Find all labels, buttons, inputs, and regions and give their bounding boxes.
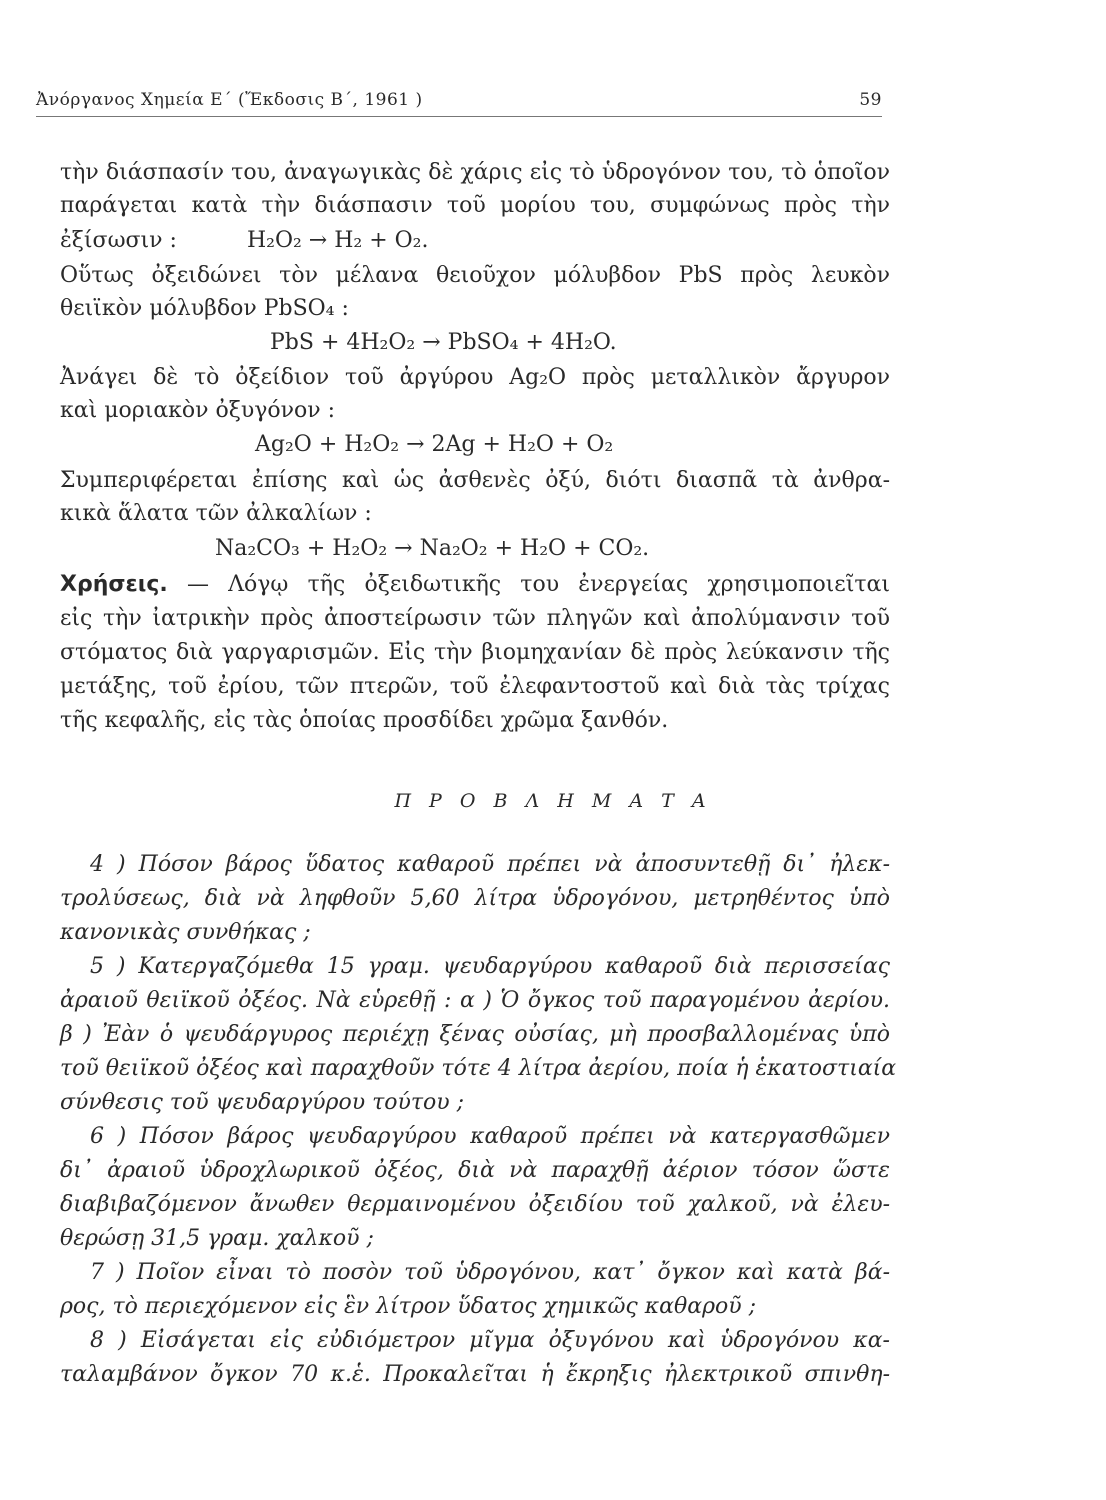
body-line-5: θειϊκὸν μόλυβδον PbSO₄ : xyxy=(60,296,349,321)
body-line-14: εἰς τὴν ἰατρικὴν πρὸς ἀποστείρωσιν τῶν πληγῶν καὶ ἀπολύμανσιν τοῦ xyxy=(60,606,890,631)
problem-4-line-1: 4 ) Πόσον βάρος ὕδατος καθαροῦ πρέπει νὰ ἀποσυντεθῇ δι᾿ ἠλεκ- xyxy=(90,852,890,877)
problem-5-line-3: β ) Ἐὰν ὁ ψευδάργυρος περιέχῃ ξένας οὐσίας, μὴ προσβαλλομένας ὑπὸ xyxy=(60,1022,890,1047)
problem-6-line-1: 6 ) Πόσον βάρος ψευδαργύρου καθαροῦ πρέπει νὰ κατεργασθῶμεν xyxy=(90,1124,890,1149)
body-line-7: Ἀνάγει δὲ τὸ ὀξείδιον τοῦ ἀργύρου Ag₂O πρὸς μεταλλικὸν ἄργυρον xyxy=(60,365,890,390)
equation-na2co3: Na₂CO₃ + H₂O₂ → Na₂O₂ + H₂O + CO₂. xyxy=(215,536,650,561)
problem-4-line-2: τρολύσεως, διὰ νὰ ληφθοῦν 5,60 λίτρα ὑδρογόνου, μετρηθέντος ὑπὸ xyxy=(60,886,890,911)
body-line-8: καὶ μοριακὸν ὀξυγόνον : xyxy=(60,398,336,423)
body-line-1: τὴν διάσπασίν του, ἀναγωγικὰς δὲ χάρις εἰς τὸ ὑδρογόνον του, τὸ ὁποῖον xyxy=(60,160,890,185)
equation-decomposition-line xyxy=(60,228,429,253)
uses-line xyxy=(60,572,890,597)
problem-7-line-2: ρος, τὸ περιεχόμενον εἰς ἓν λίτρον ὕδατος χημικῶς καθαροῦ ; xyxy=(60,1294,757,1319)
problem-5-line-2: ἀραιοῦ θειϊκοῦ ὀξέος. Νὰ εὑρεθῇ : α ) Ὁ ὄγκος τοῦ παραγομένου ἀερίου. xyxy=(60,988,890,1013)
equation-label: ἐξίσωσιν : xyxy=(60,228,177,253)
equation-ag2o: Ag₂O + H₂O₂ → 2Ag + H₂O + O₂ xyxy=(255,432,614,457)
equation-pbs: PbS + 4H₂O₂ → PbSO₄ + 4H₂O. xyxy=(270,330,617,355)
problems-heading: Π Ρ Ο Β Λ Η Μ Α Τ Α xyxy=(394,790,712,812)
body-line-11: κικὰ ἅλατα τῶν ἀλκαλίων : xyxy=(60,501,372,526)
uses-text: — Λόγῳ τῆς ὀξειδωτικῆς του ἐνεργείας χρησιμοποιεῖται xyxy=(167,572,890,597)
body-line-17: τῆς κεφαλῆς, εἰς τὰς ὁποίας προσδίδει χρῶμα ξανθόν. xyxy=(60,708,669,733)
problem-6-line-3: διαβιβαζόμενον ἄνωθεν θερμαινομένου ὀξειδίου τοῦ χαλκοῦ, νὰ ἐλευ- xyxy=(60,1192,890,1217)
uses-label: Χρήσεις. xyxy=(60,572,168,597)
page-number: 59 xyxy=(859,90,882,110)
body-line-15: στόματος διὰ γαργαρισμῶν. Εἰς τὴν βιομηχανίαν δὲ πρὸς λεύκανσιν τῆς xyxy=(60,640,890,665)
problem-5-line-1: 5 ) Κατεργαζόμεθα 15 γραμ. ψευδαργύρου καθαροῦ διὰ περισσείας xyxy=(90,954,890,979)
problem-7-line-1: 7 ) Ποῖον εἶναι τὸ ποσὸν τοῦ ὑδρογόνου, κατ᾿ ὄγκον καὶ κατὰ βά- xyxy=(90,1260,890,1285)
problem-8-line-2: ταλαμβάνον ὄγκον 70 κ.ἑ. Προκαλεῖται ἡ ἔκρηξις ἠλεκτρικοῦ σπινθη- xyxy=(60,1362,890,1387)
running-header xyxy=(36,88,882,117)
problem-6-line-4: θερώσῃ 31,5 γραμ. χαλκοῦ ; xyxy=(60,1226,374,1251)
problem-4-line-3: κανονικὰς συνθήκας ; xyxy=(60,920,311,945)
problem-5-line-5: σύνθεσις τοῦ ψευδαργύρου τούτου ; xyxy=(60,1090,465,1115)
body-line-10: Συμπεριφέρεται ἐπίσης καὶ ὡς ἀσθενὲς ὀξύ, διότι διασπᾶ τὰ ἀνθρα- xyxy=(60,468,890,493)
problem-6-line-2: δι᾿ ἀραιοῦ ὑδροχλωρικοῦ ὀξέος, διὰ νὰ παραχθῇ ἀέριον τόσον ὥστε xyxy=(60,1158,890,1183)
body-line-2: παράγεται κατὰ τὴν διάσπασιν τοῦ μορίου του, συμφώνως πρὸς τὴν xyxy=(60,193,890,218)
running-title: Ἀνόργανος Χημεία Ε΄ (Ἔκδοσις Β΄, 1961 ) xyxy=(36,90,423,110)
body-line-16: μετάξης, τοῦ ἐρίου, τῶν πτερῶν, τοῦ ἐλεφαντοστοῦ καὶ διὰ τὰς τρίχας xyxy=(60,674,890,699)
problem-5-line-4: τοῦ θειϊκοῦ ὀξέος καὶ παραχθοῦν τότε 4 λίτρα ἀερίου, ποία ἡ ἑκατοστιαία xyxy=(60,1056,897,1081)
equation-decomposition: H₂O₂ → H₂ + O₂. xyxy=(246,228,429,253)
body-line-4: Οὕτως ὀξειδώνει τὸν μέλανα θειοῦχον μόλυβδον PbS πρὸς λευκὸν xyxy=(60,263,890,288)
problem-8-line-1: 8 ) Εἰσάγεται εἰς εὐδιόμετρον μῖγμα ὀξυγόνου καὶ ὑδρογόνου κα- xyxy=(90,1328,890,1353)
